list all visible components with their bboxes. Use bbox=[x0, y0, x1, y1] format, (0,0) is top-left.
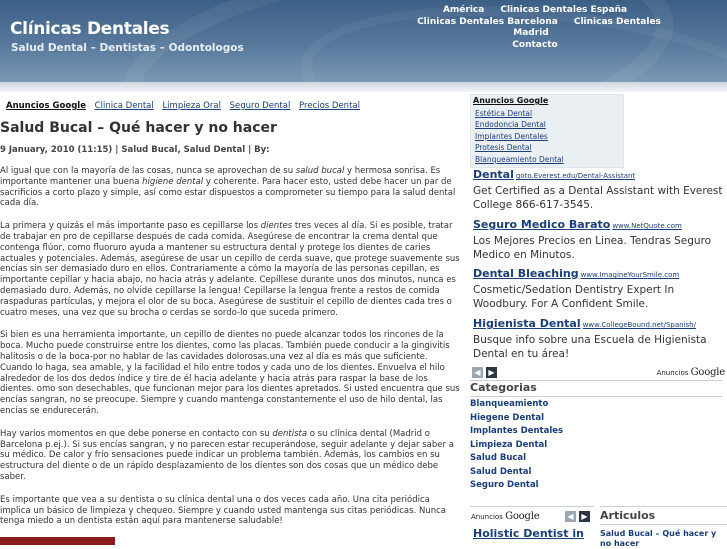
post-paragraph bbox=[0, 221, 462, 318]
brand-label: Anuncios bbox=[471, 513, 503, 521]
ad-description: Cosmetic/Sedation Dentistry Expert In Woodbury. For A Confident Smile. bbox=[473, 283, 675, 310]
category-link-salud-bucal[interactable]: Salud Bucal bbox=[121, 145, 178, 155]
list-item bbox=[470, 452, 722, 466]
list-item bbox=[470, 425, 722, 439]
ads-box-link[interactable]: Estética Dental bbox=[475, 109, 533, 118]
list-item bbox=[475, 108, 564, 119]
post-title[interactable]: Salud Bucal – Qué hacer y no hacer bbox=[0, 120, 277, 136]
category-link[interactable]: Implantes Dentales bbox=[470, 426, 564, 436]
chevron-right-icon[interactable]: ▶ bbox=[486, 367, 497, 378]
ad-url[interactable]: goto.Everest.edu/Dental-Assistant bbox=[515, 172, 636, 180]
text-ad bbox=[473, 218, 727, 263]
meta-comma: , bbox=[177, 145, 184, 155]
emphasis: dientes bbox=[260, 221, 293, 232]
nav-link-barcelona[interactable]: Clinicas Dentales Barcelona bbox=[417, 16, 558, 27]
list-item bbox=[475, 131, 564, 142]
list-item bbox=[470, 466, 722, 480]
text: Hay varios momentos en que debe ponerse en contacto con su bbox=[0, 428, 273, 439]
categories-list bbox=[470, 398, 722, 493]
site-header bbox=[0, 0, 727, 82]
post-meta bbox=[0, 145, 270, 155]
nav-link-america[interactable]: América bbox=[442, 5, 485, 15]
ads-box-list bbox=[475, 108, 564, 165]
category-link[interactable]: Salud Dental bbox=[470, 466, 532, 477]
ad-url[interactable]: www.NetQuote.com bbox=[612, 222, 682, 230]
ad-carousel-nav bbox=[470, 511, 594, 523]
ads-box-link[interactable]: Implantes Dentales bbox=[475, 131, 548, 141]
post-date: 9 January, 2010 (11:15) bbox=[0, 145, 113, 155]
ad-title[interactable]: Dental bbox=[473, 168, 514, 181]
chevron-left-icon[interactable]: ◀ bbox=[472, 367, 483, 378]
post-paragraph: Si bien es una herramienta importante, un cepillo de dientes no puede alcanzar todos los rincones de la boca. Mucho puede construirse entre los dientes, como las placas. También puede conducir a la gingivitis halitosis o de la boca-por no hablar de las cavidades dolorosas.una vez al día es más que suficiente. Cuando lo haga, sea amable, y la facilidad el hilo entre todos y cada uno de los dientes. Envuelva el hilo alrededor de los dos dedos índice y tire de él hacia adelante y hacia atrás para raspar la base de los dientes. omo son desechables, que funcionan mejor para los dientes apretados. Si usted encuentra que sus encías sangran, no se preocupe. Siempre y cuando mantenga constantemente el uso de hilo dental, las encías se endurecerán. bbox=[0, 330, 460, 416]
list-item bbox=[475, 142, 564, 153]
chevron-left-icon[interactable]: ◀ bbox=[565, 511, 576, 522]
text-ad bbox=[473, 267, 727, 312]
ad-carousel-nav bbox=[472, 367, 726, 379]
top-navigation bbox=[400, 5, 670, 51]
nav-link-espana[interactable]: Clinicas Dentales España bbox=[500, 5, 628, 15]
ad-title[interactable]: Holistic Dentist in bbox=[473, 527, 584, 540]
site-title[interactable]: Clínicas Dentales bbox=[10, 19, 170, 39]
category-link[interactable]: Salud Bucal bbox=[470, 453, 527, 463]
ad-description: Los Mejores Precios en Linea. Tendras Seguro Medico en Minutos. bbox=[473, 234, 712, 261]
list-item bbox=[470, 479, 722, 493]
ads-box-label[interactable]: Anuncios Google bbox=[473, 96, 549, 105]
post-paragraph bbox=[0, 166, 462, 209]
text: o su clínica dental (Madrid o Barcelona p.ej.). Si sus encías sangran, y no parecen estar recuperándose, seguir adelante y dejar saber a su médico. De calor y frío sensaciones puede indicar un problema también. Además, los cambios en su estructura del diente o de un rápido desplazamiento de los dientes son dos cosas que un médico debe saber. bbox=[0, 428, 454, 482]
emphasis: salud bucal bbox=[295, 166, 345, 176]
category-link[interactable]: Hiegene Dental bbox=[470, 412, 545, 423]
ad-link-precios-dental[interactable]: Precios Dental bbox=[299, 101, 360, 111]
text: y hermosa sonrisa. Es importante mantener una buena bbox=[0, 166, 441, 187]
divider bbox=[600, 506, 727, 507]
ad-description: Busque info sobre una Escuela de Higienista Dental en tu área! bbox=[473, 333, 707, 360]
ad-title[interactable]: Higienista Dental bbox=[473, 317, 581, 330]
brand-label: Anuncios bbox=[656, 369, 689, 377]
ad-link-clinica-dental[interactable]: Clinica Dental bbox=[94, 101, 154, 111]
ads-box-link[interactable]: Blanqueamiento Dental bbox=[475, 154, 564, 164]
google-ads-box bbox=[470, 94, 624, 168]
nav-link-contacto[interactable]: Contacto bbox=[512, 39, 558, 50]
list-item bbox=[600, 529, 727, 549]
categories-heading: Categorias bbox=[470, 381, 537, 394]
ad-title[interactable]: Dental Bleaching bbox=[473, 267, 579, 280]
google-logo: Google bbox=[690, 367, 725, 378]
ad-link-limpieza-oral[interactable]: Limpieza Oral bbox=[162, 101, 221, 111]
emphasis: dentista bbox=[272, 428, 308, 439]
text-ad bbox=[473, 317, 727, 362]
list-item bbox=[470, 412, 722, 426]
category-link[interactable]: Limpieza Dental bbox=[470, 439, 548, 450]
meta-separator: | bbox=[245, 145, 255, 155]
ads-box-link[interactable]: Protesis Dental bbox=[475, 143, 532, 153]
article-link[interactable]: Salud Bucal – Qué hacer y no hacer bbox=[600, 529, 717, 548]
ads-box-link[interactable]: Endodoncia Dental bbox=[475, 120, 546, 130]
text: y coherente. Para hacer esto, usted debe hacer un par de sacrificios a corto plazo y simple, así como estar dispuestos a comprometer su tiempo para la salud dental cada día. bbox=[0, 176, 456, 209]
divider bbox=[470, 396, 722, 397]
google-ads-brand[interactable] bbox=[657, 367, 725, 378]
google-ad-links bbox=[6, 101, 366, 111]
ad-link-seguro-dental[interactable]: Seguro Dental bbox=[229, 101, 291, 111]
text: La primera y quizás el más importante paso es cepillarse los bbox=[0, 221, 261, 232]
articles-heading: Articulos bbox=[600, 509, 656, 522]
post-image-partial bbox=[0, 537, 115, 545]
list-item bbox=[475, 154, 564, 165]
text: Al igual que con la mayoría de las cosas, nunca se aprovechan de su bbox=[0, 166, 296, 176]
list-item bbox=[470, 398, 722, 412]
list-item bbox=[475, 119, 564, 130]
ad-description: Get Certified as a Dental Assistant with Everest College 866-617-3545. bbox=[473, 184, 723, 211]
ad-title[interactable]: Seguro Medico Barato bbox=[473, 218, 611, 231]
chevron-right-icon[interactable]: ▶ bbox=[579, 511, 590, 522]
post-author-label: By: bbox=[254, 145, 270, 155]
post-paragraph: Es importante que vea a su dentista o su clínica dental una o dos veces cada año. Una cita periódica implica un básico de limpieza y chequeo. Siempre y cuando usted mantenga sus citas periódicas. Nunca tenga miedo a un dentista están aquí para mantenerse saludable! bbox=[0, 494, 446, 527]
ad-url[interactable]: www.CollegeBound.net/Spanish/ bbox=[582, 321, 696, 329]
list-item bbox=[470, 439, 722, 453]
google-logo: Google bbox=[505, 511, 540, 522]
google-ads-brand[interactable] bbox=[471, 511, 539, 522]
post-paragraph bbox=[0, 429, 462, 483]
text: tres veces al día. Si es posible, tratar de trabajar en pro de cepillarse después de cada comida. Asegúrese de encontrar la crema dental que contenga flúor, como fluoruro ayuda a mantener su estructura dental y protege los dientes de caries actuales y potenciales. Además, asegúrese de usar un cepillo de cerda suave, que protege suavemente sus encías sin ser demasiado duro en ellos. Contrariamente a cómo la mayoría de las personas cepillan, es importante cepillar y hacia abajo, no hacia atrás y adelante. Cepíllese durante unos dos minutos, nunca es demasiado duro. Además, no olvide cepillarse la lengua! Cepillarse la lengua frente a restos de comida raspaduras partículas, y mejora el olor de su boca. Asegúrese de sustituir el cepillo de dientes cada tres o cuatro meses, una vez que su brocha o cerdas se sordo-lo que suceda primero. bbox=[0, 221, 460, 318]
ad-links-label[interactable]: Anuncios Google bbox=[6, 101, 86, 111]
category-link[interactable]: Seguro Dental bbox=[470, 480, 539, 490]
category-link[interactable]: Blanqueamiento bbox=[470, 399, 549, 409]
category-link-salud-dental[interactable]: Salud Dental bbox=[183, 145, 246, 155]
ad-url[interactable]: www.ImagineYourSmile.com bbox=[580, 271, 680, 279]
header-divider bbox=[0, 82, 727, 92]
divider bbox=[600, 524, 727, 525]
divider bbox=[470, 506, 594, 507]
meta-separator: | bbox=[112, 145, 122, 155]
nav-link-madrid[interactable]: Clinicas Dentales Madrid bbox=[513, 16, 661, 38]
articles-list bbox=[600, 529, 727, 549]
site-tagline: Salud Dental – Dentistas – Odontologos bbox=[11, 42, 244, 54]
post-body bbox=[0, 166, 462, 539]
text-ad bbox=[473, 168, 727, 213]
emphasis: higiene dental bbox=[142, 176, 204, 187]
